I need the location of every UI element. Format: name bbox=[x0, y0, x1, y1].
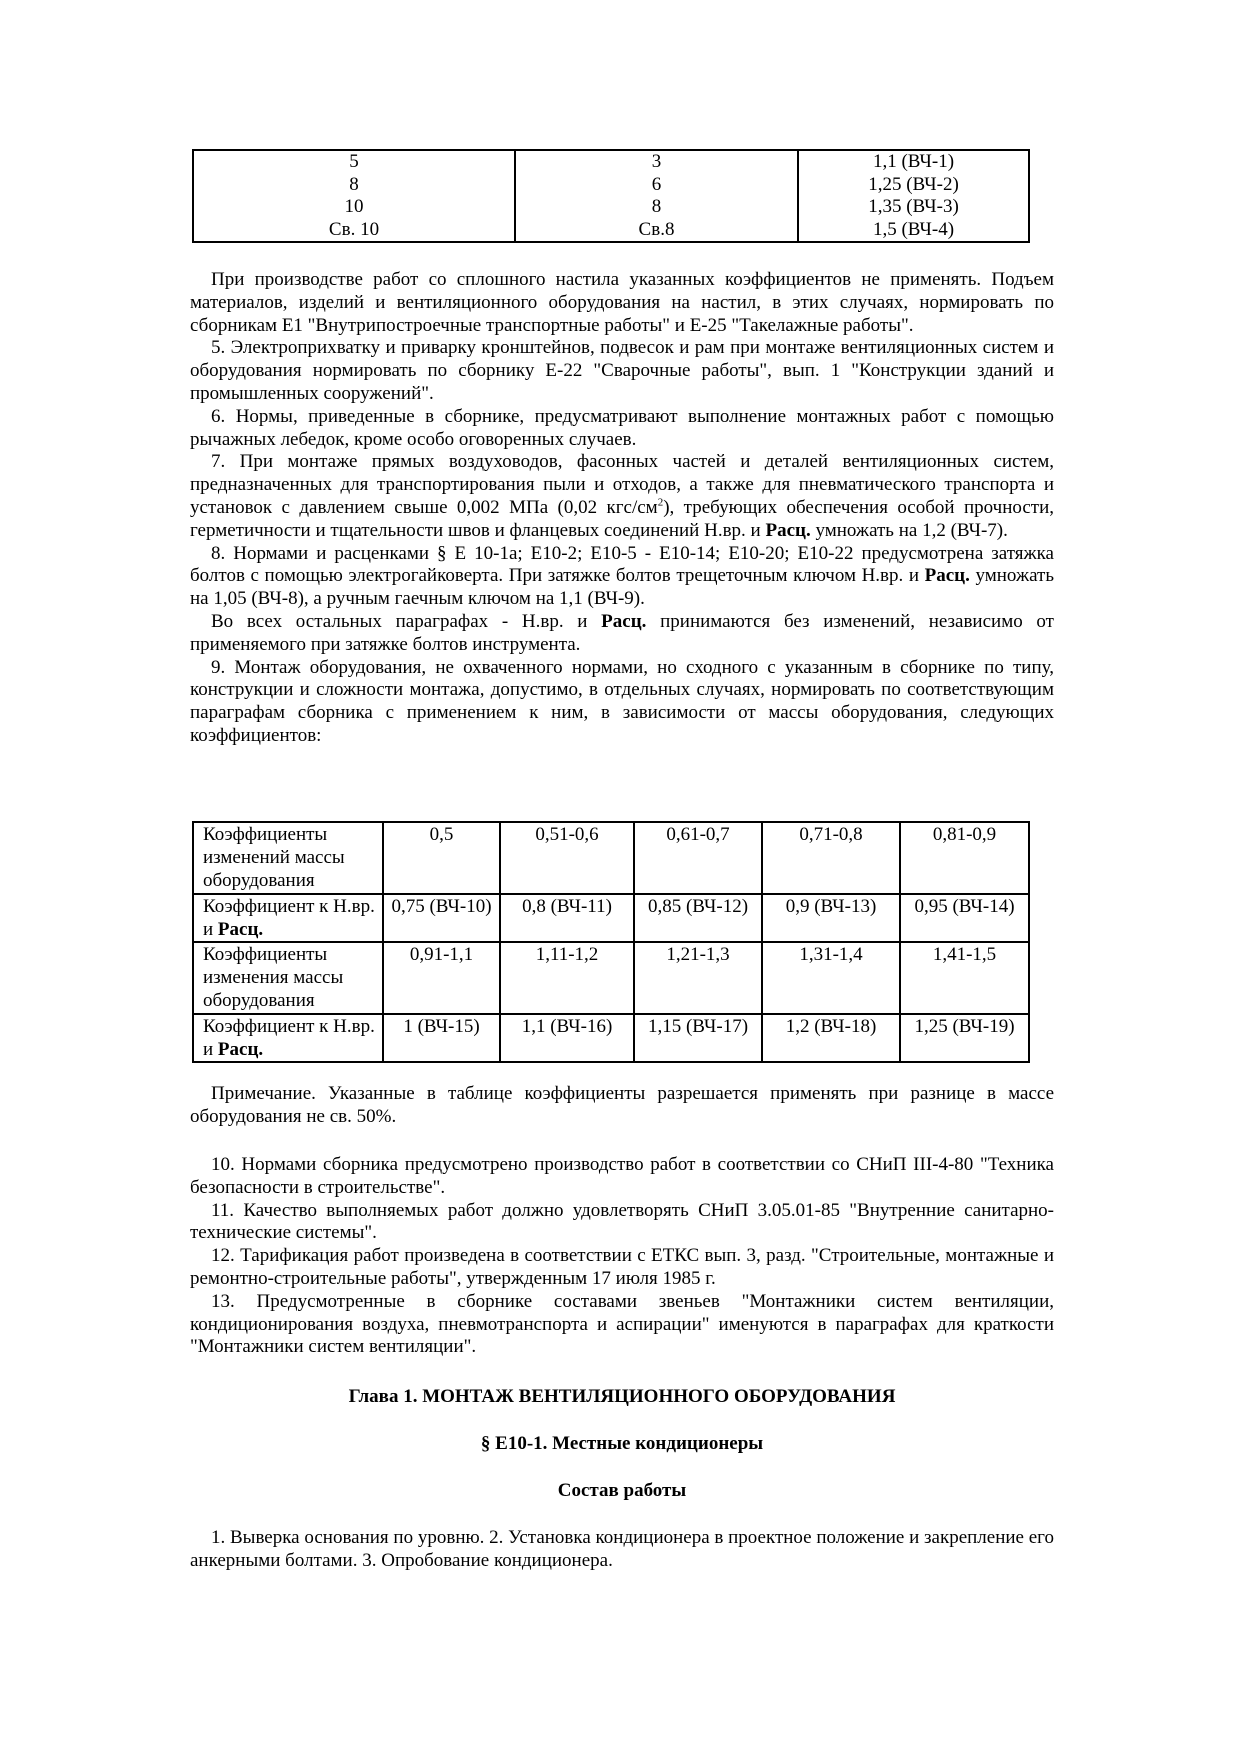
mass-coefficient-table bbox=[192, 821, 1030, 1063]
work-composition-block bbox=[190, 1527, 1054, 1573]
table-cell: 0,5 bbox=[383, 822, 500, 894]
table-cell: 5 8 10 Св. 10 bbox=[193, 150, 515, 242]
table-cell: Коэффициент к Н.вр. и Расц. bbox=[193, 1014, 383, 1062]
table-cell: 1,15 (ВЧ-17) bbox=[634, 1014, 762, 1062]
paragraph-12: 12. Тарификация работ произведена в соответствии с ЕТКС вып. 3, разд. "Строительные, монтажные и ремонтно-строительные работы", утвержденным 17 июля 1985 г. bbox=[190, 1245, 1054, 1289]
paragraph-scaffold-note: При производстве работ со сплошного настила указанных коэффициентов не применять. Подъем материалов, изделий и вентиляционного оборудования на настил, в этих случаях, нормировать по сборникам Е1 "Внутрипостроечные транспортные работы" и Е-25 "Такелажные работы". bbox=[190, 269, 1054, 336]
work-composition-text: 1. Выверка основания по уровню. 2. Установка кондиционера в проектное положение и закрепление его анкерными болтами. 3. Опробование кондиционера. bbox=[190, 1527, 1054, 1571]
table-cell: 1,11-1,2 bbox=[500, 942, 634, 1014]
general-provisions-block bbox=[190, 269, 1054, 748]
paragraph-11: 11. Качество выполняемых работ должно удовлетворять СНиП 3.05.01-85 "Внутренние санитарно-технические системы". bbox=[190, 1199, 1054, 1244]
table-cell: 1,25 (ВЧ-19) bbox=[900, 1014, 1029, 1062]
table-row bbox=[193, 1014, 1029, 1062]
paragraph-other-sections: Во всех остальных параграфах - Н.вр. и Расц. принимаются без изменений, независимо от применяемого при затяжке болтов инструмента. bbox=[190, 610, 1054, 655]
table-cell: Коэффициенты изменения массы оборудования bbox=[193, 942, 383, 1014]
table-cell: 1,21-1,3 bbox=[634, 942, 762, 1014]
work-composition-title: Состав работы bbox=[557, 1480, 687, 1501]
section-title: § Е10-1. Местные кондиционеры bbox=[480, 1433, 764, 1454]
table-cell: 0,8 (ВЧ-11) bbox=[500, 894, 634, 942]
table-cell: 0,9 (ВЧ-13) bbox=[762, 894, 900, 942]
chapter-title: Глава 1. МОНТАЖ ВЕНТИЛЯЦИОННОГО ОБОРУДОВАНИЯ bbox=[348, 1386, 896, 1407]
table-row bbox=[193, 150, 1029, 242]
table-cell: 0,95 (ВЧ-14) bbox=[900, 894, 1029, 942]
table-cell: 0,91-1,1 bbox=[383, 942, 500, 1014]
table-cell: 0,85 (ВЧ-12) bbox=[634, 894, 762, 942]
table-cell: 1,31-1,4 bbox=[762, 942, 900, 1014]
table-row bbox=[193, 894, 1029, 942]
table-cell: 0,51-0,6 bbox=[500, 822, 634, 894]
table-cell: 1,1 (ВЧ-16) bbox=[500, 1014, 634, 1062]
table-cell: Коэффициенты изменений массы оборудования bbox=[193, 822, 383, 894]
table-cell: 0,61-0,7 bbox=[634, 822, 762, 894]
table-cell: 1,2 (ВЧ-18) bbox=[762, 1014, 900, 1062]
provisions-continued-block bbox=[190, 1154, 1054, 1359]
paragraph-9: 9. Монтаж оборудования, не охваченного нормами, но сходного с указанным в сборнике по типу, конструкции и сложности монтажа, допустимо, в отдельных случаях, нормировать по соответствующим параграфам сборника с применением к ним, в зависимости от массы оборудования, следующих коэффициентов: bbox=[190, 656, 1054, 746]
table-cell: 0,81-0,9 bbox=[900, 822, 1029, 894]
paragraph-5: 5. Электроприхватку и приварку кронштейнов, подвесок и рам при монтаже вентиляционных систем и оборудования нормировать по сборнику Е-22 "Сварочные работы", вып. 1 "Конструкции зданий и промышленных сооружений". bbox=[190, 337, 1054, 404]
table-cell: 3 6 8 Св.8 bbox=[515, 150, 798, 242]
table-cell: 0,71-0,8 bbox=[762, 822, 900, 894]
paragraph-8: 8. Нормами и расценками § Е 10-1а; Е10-2; Е10-5 - Е10-14; Е10-20; Е10-22 предусмотрена затяжка болтов с помощью электрогайковерта. При затяжке болтов трещеточным ключом Н.вр. и Расц. умножать на 1,05 (ВЧ-8), а ручным гаечным ключом на 1,1 (ВЧ-9). bbox=[190, 542, 1054, 610]
table-cell: 1,41-1,5 bbox=[900, 942, 1029, 1014]
coefficient-height-table bbox=[192, 149, 1030, 243]
table-row bbox=[193, 942, 1029, 1014]
table-cell: 1,1 (ВЧ-1) 1,25 (ВЧ-2) 1,35 (ВЧ-3) 1,5 (ВЧ-4) bbox=[798, 150, 1029, 242]
table-cell: 0,75 (ВЧ-10) bbox=[383, 894, 500, 942]
paragraph-7: 7. При монтаже прямых воздуховодов, фасонных частей и деталей вентиляционных систем, предназначенных для транспортирования пыли и отходов, а также для пневматического транспорта и установок с давлением свыше 0,002 МПа (0,02 кгс/$см^2$), требующих обеспечения особой прочности, герметичности и тщательности швов и фланцевых соединений Н.вр. и Расц. умножать на 1,2 (ВЧ-7). bbox=[190, 451, 1054, 541]
note-paragraph: Примечание. Указанные в таблице коэффициенты разрешается применять при разнице в массе оборудования не св. 50%. bbox=[190, 1083, 1054, 1127]
table-cell: Коэффициент к Н.вр. и Расц. bbox=[193, 894, 383, 942]
note-block bbox=[190, 1083, 1054, 1129]
paragraph-10: 10. Нормами сборника предусмотрено производство работ в соответствии со СНиП III-4-80 "Техника безопасности в строительстве". bbox=[190, 1154, 1054, 1198]
table-cell: 1 (ВЧ-15) bbox=[383, 1014, 500, 1062]
paragraph-13: 13. Предусмотренные в сборнике составами звеньев "Монтажники систем вентиляции, кондиционирования воздуха, пневмотранспорта и аспирации" именуются в параграфах для краткости "Монтажники систем вентиляции". bbox=[190, 1290, 1054, 1358]
table-row bbox=[193, 822, 1029, 894]
paragraph-6: 6. Нормы, приведенные в сборнике, предусматривают выполнение монтажных работ с помощью рычажных лебедок, кроме особо оговоренных случаев. bbox=[190, 405, 1054, 450]
